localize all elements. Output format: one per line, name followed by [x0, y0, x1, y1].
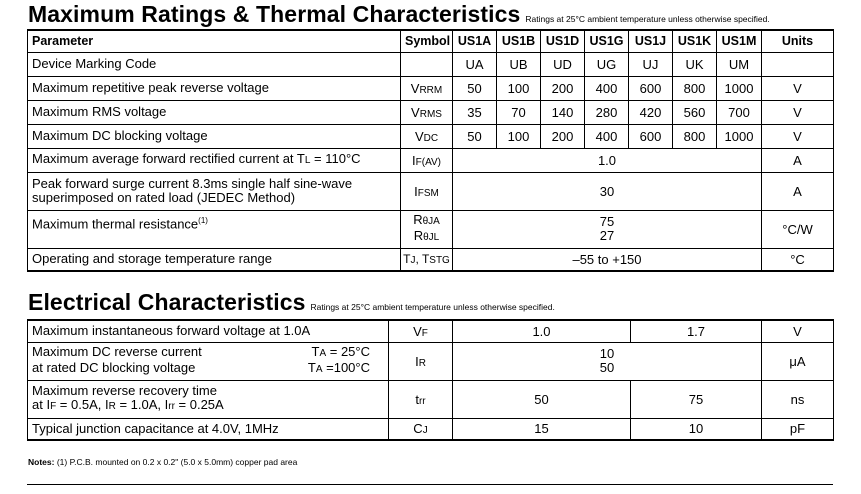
value-cell: 50: [453, 124, 497, 148]
param-text: Maximum DC reverse current: [32, 344, 202, 359]
ratings-table: [27, 29, 834, 272]
col-header-symbol: Symbol: [401, 30, 453, 52]
param-label: [28, 148, 401, 172]
condition-value: =100°C: [322, 360, 370, 375]
symbol-cell: [401, 148, 453, 172]
symbol-sub: θJA: [422, 216, 440, 227]
section1-heading: Maximum Ratings & Thermal Characteristics: [28, 1, 521, 27]
table-row: [28, 124, 834, 148]
param-label: [28, 342, 389, 380]
notes: [28, 457, 297, 467]
col-header-units: Units: [762, 30, 834, 52]
symbol-cell: [401, 124, 453, 148]
bottom-rule: [27, 484, 833, 485]
unit-cell: pF: [762, 418, 834, 440]
param-text: [32, 398, 384, 414]
value-cell: –55 to +150: [453, 248, 762, 271]
symbol-cell: [401, 52, 453, 76]
value-cell: UM: [717, 52, 762, 76]
symbol-sub: F: [421, 327, 428, 339]
col-header-us1d: US1D: [541, 30, 585, 52]
value-cell: 800: [673, 76, 717, 100]
symbol-text: V: [411, 104, 420, 120]
param-text: = 0.5A, I: [56, 397, 109, 412]
ir-line2: [32, 361, 384, 377]
col-header-us1m: US1M: [717, 30, 762, 52]
condition-text: [308, 361, 384, 377]
symbol-sub: STG: [429, 255, 450, 267]
footnote-ref: (1): [198, 215, 208, 225]
value-cell: 10: [631, 418, 762, 440]
value-cell: 600: [629, 76, 673, 100]
value-cell: 1.0: [453, 148, 762, 172]
unit-cell: V: [762, 100, 834, 124]
section2-heading: Electrical Characteristics: [28, 289, 306, 315]
notes-heading: Notes:: [28, 457, 55, 467]
value-cell: 35: [453, 100, 497, 124]
param-label: Device Marking Code: [28, 52, 401, 76]
symbol-cell: [401, 248, 453, 271]
param-label: Maximum RMS voltage: [28, 100, 401, 124]
table-row: [28, 248, 834, 271]
unit-cell: ns: [762, 380, 834, 418]
unit-cell: μA: [762, 342, 834, 380]
symbol-sub: R: [418, 357, 426, 369]
table-row: [28, 172, 834, 210]
symbol-cell: [389, 418, 453, 440]
value-cell: 50: [453, 76, 497, 100]
value-cell: UB: [497, 52, 541, 76]
symbol-sub: F(AV): [415, 156, 441, 168]
value-cell: 100: [497, 76, 541, 100]
value-cell: 800: [673, 124, 717, 148]
value-cell: [453, 210, 762, 248]
symbol-text: R: [413, 228, 424, 243]
header-row: [28, 30, 834, 52]
symbol-cell: [401, 172, 453, 210]
table-row: [28, 52, 834, 76]
value-cell: 30: [453, 172, 762, 210]
symbol-cell: [401, 76, 453, 100]
value-cell: UJ: [629, 52, 673, 76]
value-cell: 200: [541, 76, 585, 100]
param-text: = 1.0A, I: [115, 397, 169, 412]
notes-text: (1) P.C.B. mounted on 0.2 x 0.2" (5.0 x 5.0mm) copper pad area: [54, 457, 298, 467]
value-cell: 400: [585, 76, 629, 100]
param-sub: L: [304, 155, 311, 166]
section1-title: [28, 1, 770, 28]
value-cell: 280: [585, 100, 629, 124]
param-text: Maximum average forward rectified current at T: [32, 151, 305, 166]
table-row: [28, 342, 834, 380]
symbol-sub: θJL: [423, 232, 440, 243]
value-cell: UD: [541, 52, 585, 76]
symbol-text: t: [415, 391, 419, 407]
value-cell: 700: [717, 100, 762, 124]
unit-cell: V: [762, 76, 834, 100]
unit-cell: °C: [762, 248, 834, 271]
param-label: Operating and storage temperature range: [28, 248, 401, 271]
unit-cell: A: [762, 172, 834, 210]
electrical-table: [27, 319, 834, 441]
symbol-sub: J: [422, 425, 428, 437]
value-cell: 600: [629, 124, 673, 148]
symbol-text: V: [410, 80, 420, 96]
table-row: [28, 320, 834, 342]
symbol-sub: J: [410, 255, 416, 267]
symbol-sub: FSM: [417, 187, 439, 199]
symbol-text: I: [412, 152, 416, 168]
param-label: [28, 172, 401, 210]
symbol-sub: DC: [423, 132, 439, 144]
param-label: Typical junction capacitance at 4.0V, 1MHz: [28, 418, 389, 440]
value-cell: 1.7: [631, 320, 762, 342]
unit-cell: [762, 52, 834, 76]
param-label: [28, 210, 401, 248]
param-sub: rr: [168, 401, 175, 412]
value-cell: 70: [497, 100, 541, 124]
value-cell: 1.0: [453, 320, 631, 342]
value-cell: 15: [453, 418, 631, 440]
symbol-sub: RMS: [419, 108, 442, 120]
table-row: [28, 76, 834, 100]
symbol-cell: [389, 342, 453, 380]
param-label: Maximum repetitive peak reverse voltage: [28, 76, 401, 100]
col-header-us1k: US1K: [673, 30, 717, 52]
value-cell: UA: [453, 52, 497, 76]
symbol-cell: [401, 100, 453, 124]
symbol-text: I: [414, 183, 418, 199]
unit-cell: V: [762, 124, 834, 148]
value-cell: [453, 342, 762, 380]
condition-sub: A: [315, 364, 323, 375]
symbol-text: C: [413, 421, 423, 437]
value-cell: 75: [631, 380, 762, 418]
value-text: 27: [599, 228, 615, 243]
value-cell: 400: [585, 124, 629, 148]
symbol-text: I: [415, 353, 419, 369]
value-cell: 1000: [717, 124, 762, 148]
value-cell: 200: [541, 124, 585, 148]
symbol-text: V: [413, 323, 422, 339]
value-text: 50: [599, 360, 615, 375]
symbol-cell: [401, 210, 453, 248]
param-text: at rated DC blocking voltage: [32, 360, 196, 375]
value-cell: UG: [585, 52, 629, 76]
param-text: superimposed on rated load (JEDEC Method): [32, 190, 296, 205]
symbol-text: V: [414, 128, 424, 144]
ir-line1: [32, 345, 384, 361]
table-row: [28, 100, 834, 124]
value-cell: 1000: [717, 76, 762, 100]
param-text: Maximum reverse recovery time: [32, 383, 217, 398]
table-row: [28, 148, 834, 172]
param-text: Maximum thermal resistance: [32, 215, 199, 231]
value-text: 75: [599, 214, 615, 229]
col-header-us1g: US1G: [585, 30, 629, 52]
param-text: = 110°C: [310, 151, 361, 166]
value-text: 10: [599, 346, 615, 361]
symbol-text: R: [413, 212, 423, 227]
condition-symbol: T: [307, 360, 316, 375]
unit-cell: °C/W: [762, 210, 834, 248]
param-text: at I: [32, 397, 51, 412]
unit-cell: V: [762, 320, 834, 342]
section2-title: [28, 289, 555, 316]
symbol-text: , T: [415, 252, 430, 267]
param-sub: R: [108, 401, 116, 412]
param-text: Peak forward surge current 8.3ms single half sine-wave: [32, 176, 353, 191]
param-text: = 0.25A: [174, 397, 224, 412]
value-cell: UK: [673, 52, 717, 76]
table-row: [28, 418, 834, 440]
symbol-sub: rr: [418, 395, 426, 407]
col-header-parameter: Parameter: [28, 30, 401, 52]
table-row: [28, 210, 834, 248]
col-header-us1a: US1A: [453, 30, 497, 52]
symbol-cell: [389, 380, 453, 418]
param-label: Maximum instantaneous forward voltage at 1.0A: [28, 320, 389, 342]
table-row: [28, 380, 834, 418]
symbol-sub: RRM: [419, 84, 443, 96]
condition-symbol: T: [311, 344, 320, 359]
symbol-cell: [389, 320, 453, 342]
symbol-text: T: [403, 252, 411, 267]
section2-subtitle: Ratings at 25°C ambient temperature unless otherwise specified.: [310, 302, 555, 312]
value-cell: 100: [497, 124, 541, 148]
param-sub: F: [50, 401, 57, 412]
condition-value: = 25°C: [326, 344, 370, 359]
param-label: Maximum DC blocking voltage: [28, 124, 401, 148]
col-header-us1b: US1B: [497, 30, 541, 52]
value-cell: 420: [629, 100, 673, 124]
value-cell: 560: [673, 100, 717, 124]
param-label: [28, 380, 389, 418]
condition-text: [312, 345, 385, 361]
section1-subtitle: Ratings at 25°C ambient temperature unless otherwise specified.: [525, 14, 770, 24]
col-header-us1j: US1J: [629, 30, 673, 52]
value-cell: 50: [453, 380, 631, 418]
condition-sub: A: [319, 348, 327, 359]
value-cell: 140: [541, 100, 585, 124]
unit-cell: A: [762, 148, 834, 172]
